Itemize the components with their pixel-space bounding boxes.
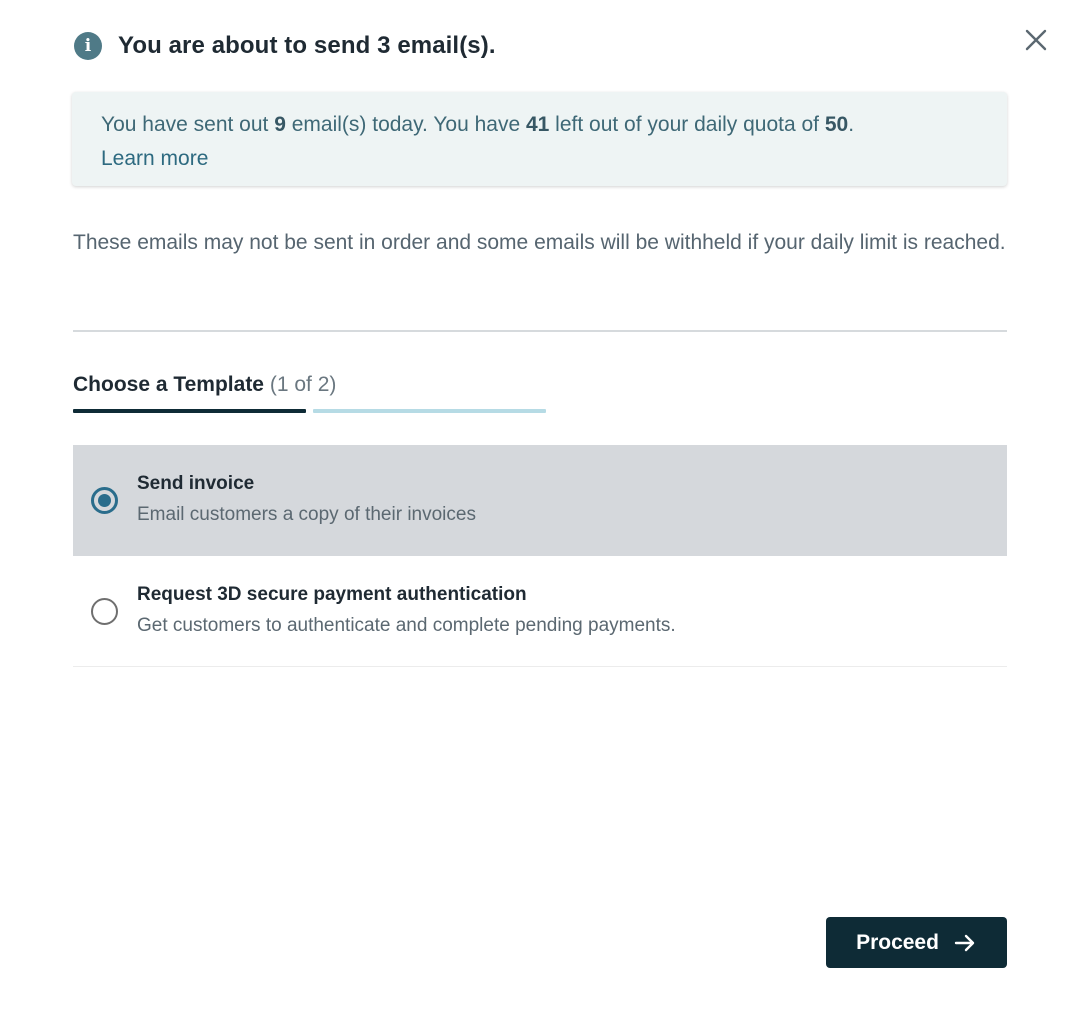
arrow-right-icon — [953, 931, 977, 955]
radio-button-selected[interactable] — [91, 487, 118, 514]
emails-left-count: 41 — [525, 113, 550, 136]
template-option-title: Request 3D secure payment authentication — [137, 584, 527, 605]
template-option-description: Email customers a copy of their invoices — [137, 504, 476, 525]
template-option-title: Send invoice — [137, 473, 255, 494]
quota-banner — [72, 92, 1007, 186]
section-title — [73, 373, 336, 397]
quota-text-prefix: You have sent out — [101, 113, 275, 136]
quota-text-middle: email(s) today. You have — [285, 113, 526, 136]
proceed-button-label: Proceed — [856, 930, 939, 954]
close-icon — [1024, 28, 1048, 52]
template-option-3d-secure[interactable] — [73, 556, 1007, 667]
emails-sent-count: 9 — [274, 113, 286, 136]
info-icon: i — [74, 32, 102, 60]
daily-quota-count: 50 — [824, 113, 849, 136]
proceed-button[interactable] — [826, 917, 1007, 968]
step-counter: (1 of 2) — [269, 373, 337, 396]
template-option-description: Get customers to authenticate and complete pending payments. — [137, 615, 676, 636]
quota-text-middle-2: left out of your daily quota of — [549, 113, 825, 136]
radio-button[interactable] — [91, 598, 118, 625]
modal-header — [74, 32, 496, 60]
quota-text-suffix: . — [848, 113, 855, 136]
modal-title: You are about to send 3 email(s). — [118, 32, 496, 59]
warning-text: These emails may not be sent in order and some emails will be withheld if your daily limit is reached. — [73, 231, 1006, 254]
divider — [73, 330, 1007, 332]
step-progress-active — [73, 409, 306, 413]
step-progress-inactive — [313, 409, 546, 413]
learn-more-link[interactable]: Learn more — [101, 147, 209, 170]
section-title-label: Choose a Template — [73, 373, 264, 396]
close-button[interactable] — [1020, 24, 1052, 56]
template-option-send-invoice[interactable] — [73, 445, 1007, 556]
